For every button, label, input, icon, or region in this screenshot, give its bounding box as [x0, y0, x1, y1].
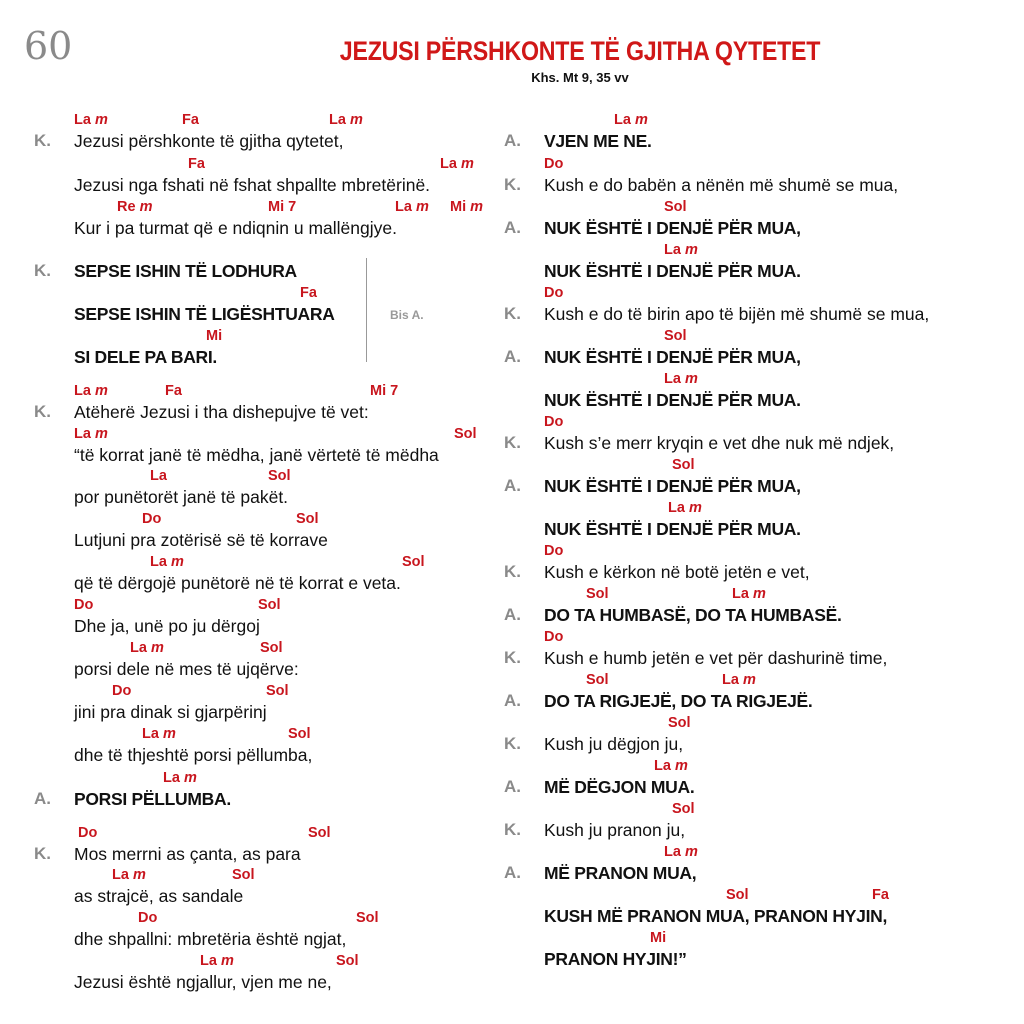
lyric-line: Kur i pa turmat që e ndiqnin u mallëngjye. — [74, 218, 397, 238]
chord-label: La m — [664, 242, 698, 258]
bis-label: Bis A. — [390, 308, 424, 322]
chord-label: Sol — [586, 672, 609, 688]
lyric-line: NUK ËSHTË I DENJË PËR MUA. — [544, 519, 801, 539]
chord-label: Sol — [296, 511, 319, 527]
lyric-line: por punëtorët janë të pakët. — [74, 487, 289, 507]
chord-label: Do — [112, 683, 132, 699]
lyric-line: Kush e kërkon në botë jetën e vet, — [544, 562, 810, 582]
speaker-label: K. — [504, 734, 521, 753]
lyric-line: Jezusi është ngjallur, vjen me ne, — [74, 972, 332, 992]
chord-label: Sol — [336, 953, 359, 969]
lyric-line: Kush s’e merr kryqin e vet dhe nuk më ndjek, — [544, 433, 895, 453]
chord-label: Sol — [260, 640, 283, 656]
chord-label: Sol — [454, 426, 477, 442]
chord-label: Sol — [672, 457, 695, 473]
chord-label: Mi m — [450, 199, 484, 215]
lyric-line: Lutjuni pra zotërisë së të korrave — [74, 530, 328, 550]
chord-label: Do — [544, 414, 564, 430]
chord-label: Sol — [356, 910, 379, 926]
speaker-label: A. — [504, 777, 521, 796]
chord-label: Do — [544, 285, 564, 301]
speaker-label: K. — [34, 402, 51, 421]
chord-label: La m — [112, 867, 146, 883]
speaker-label: K. — [34, 844, 51, 863]
speaker-label: A. — [504, 863, 521, 882]
chord-label: Sol — [668, 715, 691, 731]
speaker-label: K. — [504, 433, 521, 452]
chord-label: Do — [138, 910, 158, 926]
chord-label: Mi 7 — [268, 199, 297, 215]
lyric-line: DO TA HUMBASË, DO TA HUMBASË. — [544, 605, 842, 625]
lyric-line: MË PRANON MUA, — [544, 863, 697, 883]
chord-label: La m — [722, 672, 756, 688]
speaker-label: K. — [34, 131, 51, 150]
lyric-line: Kush e do babën a nënën më shumë se mua, — [544, 175, 899, 195]
chord-label: Sol — [266, 683, 289, 699]
chord-label: Sol — [664, 328, 687, 344]
chord-label: Sol — [726, 887, 749, 903]
chord-label: La m — [74, 426, 108, 442]
lyric-line: SEPSE ISHIN TË LODHURA — [74, 261, 297, 281]
speaker-label: K. — [34, 261, 51, 280]
chord-label: La m — [74, 383, 108, 399]
chord-label: La m — [732, 586, 766, 602]
lyric-line: Atëherë Jezusi i tha dishepujve të vet: — [74, 402, 369, 422]
chord-label: La m — [150, 554, 184, 570]
chord-label: Fa — [165, 383, 182, 399]
chord-label: Mi — [206, 328, 223, 344]
chord-label: Sol — [586, 586, 609, 602]
chord-label: Sol — [232, 867, 255, 883]
chord-label: Fa — [188, 156, 205, 172]
lyric-line: Kush ju dëgjon ju, — [544, 734, 684, 754]
lyric-line: NUK ËSHTË I DENJË PËR MUA. — [544, 261, 801, 281]
chord-label: La m — [163, 770, 197, 786]
chord-label: La m — [142, 726, 176, 742]
lyric-line: as strajcë, as sandale — [74, 886, 244, 906]
lyric-line: dhe shpallni: mbretëria është ngjat, — [74, 929, 347, 949]
speaker-label: K. — [504, 820, 521, 839]
lyric-line: SEPSE ISHIN TË LIGËSHTUARA — [74, 304, 335, 324]
chord-label: La m — [74, 112, 108, 128]
speaker-label: K. — [504, 175, 521, 194]
speaker-label: A. — [504, 347, 521, 366]
chord-label: Sol — [402, 554, 425, 570]
speaker-label: K. — [504, 562, 521, 581]
chord-label: La m — [329, 112, 363, 128]
lyric-line: Jezusi përshkonte të gjitha qytetet, — [74, 131, 344, 151]
chord-label: Do — [74, 597, 94, 613]
chord-label: La m — [440, 156, 474, 172]
lyric-line: Kush e humb jetën e vet për dashurinë time, — [544, 648, 888, 668]
chord-label: La m — [664, 844, 698, 860]
chord-label: Do — [544, 629, 564, 645]
lyric-line: Dhe ja, unë po ju dërgoj — [74, 616, 260, 636]
lyric-line: Mos merrni as çanta, as para — [74, 844, 301, 864]
lyric-line: jini pra dinak si gjarpërinj — [74, 702, 267, 722]
page-number: 60 — [24, 24, 73, 68]
lyric-line: DO TA RIGJEJË, DO TA RIGJEJË. — [544, 691, 813, 711]
speaker-label: A. — [504, 476, 521, 495]
chord-label: Sol — [308, 825, 331, 841]
scripture-reference: Khs. Mt 9, 35 vv — [531, 70, 629, 85]
chord-label: Sol — [268, 468, 291, 484]
lyric-line: dhe të thjeshtë porsi pëllumba, — [74, 745, 313, 765]
lyric-line: PRANON HYJIN!” — [544, 949, 687, 969]
lyric-line: SI DELE PA BARI. — [74, 347, 217, 367]
chord-label: La — [150, 468, 167, 484]
lyric-line: NUK ËSHTË I DENJË PËR MUA, — [544, 476, 801, 496]
lyric-line: VJEN ME NE. — [544, 131, 652, 151]
chord-label: Sol — [288, 726, 311, 742]
lyric-line: “të korrat janë të mëdha, janë vërtetë të mëdha — [74, 445, 439, 465]
chord-label: Sol — [258, 597, 281, 613]
speaker-label: K. — [504, 648, 521, 667]
chord-label: Do — [78, 825, 98, 841]
lyric-line: MË DËGJON MUA. — [544, 777, 695, 797]
chord-label: La m — [395, 199, 429, 215]
lyric-line: Kush ju pranon ju, — [544, 820, 686, 840]
chord-label: Re m — [117, 199, 153, 215]
chord-label: Fa — [872, 887, 889, 903]
chord-label: Fa — [300, 285, 317, 301]
chord-label: La m — [654, 758, 688, 774]
speaker-label: A. — [34, 789, 51, 808]
chord-label: La m — [130, 640, 164, 656]
speaker-label: A. — [504, 131, 521, 150]
lyric-line: KUSH MË PRANON MUA, PRANON HYJIN, — [544, 906, 888, 926]
song-title: JEZUSI PËRSHKONTE TË GJITHA QYTETET — [339, 36, 821, 66]
chord-label: La m — [664, 371, 698, 387]
lyric-line: NUK ËSHTË I DENJË PËR MUA, — [544, 218, 801, 238]
chord-label: Fa — [182, 112, 199, 128]
speaker-label: A. — [504, 218, 521, 237]
lyric-line: porsi dele në mes të ujqërve: — [74, 659, 299, 679]
chord-label: Do — [544, 156, 564, 172]
chord-label: La m — [614, 112, 648, 128]
chord-label: La m — [200, 953, 234, 969]
chord-label: Mi — [650, 930, 667, 946]
lyric-line: Kush e do të birin apo të bijën më shumë se mua, — [544, 304, 930, 324]
lyric-line: NUK ËSHTË I DENJË PËR MUA. — [544, 390, 801, 410]
chord-label: Do — [142, 511, 162, 527]
speaker-label: K. — [504, 304, 521, 323]
chord-label: La m — [668, 500, 702, 516]
chord-label: Do — [544, 543, 564, 559]
chord-label: Mi 7 — [370, 383, 399, 399]
lyric-line: NUK ËSHTË I DENJË PËR MUA, — [544, 347, 801, 367]
speaker-label: A. — [504, 691, 521, 710]
lyric-line: Jezusi nga fshati në fshat shpallte mbretërinë. — [74, 175, 431, 195]
speaker-label: A. — [504, 605, 521, 624]
chord-label: Sol — [664, 199, 687, 215]
lyric-line: PORSI PËLLUMBA. — [74, 789, 231, 809]
chord-label: Sol — [672, 801, 695, 817]
lyric-line: që të dërgojë punëtorë në të korrat e veta. — [74, 573, 401, 593]
